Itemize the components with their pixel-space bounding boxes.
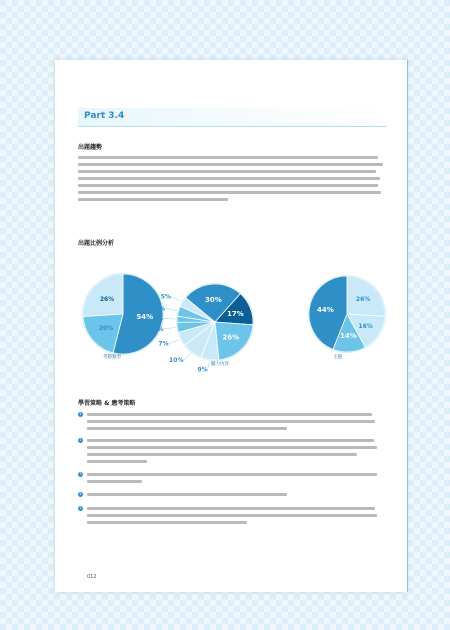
text-line (87, 460, 147, 463)
text-line (87, 521, 247, 524)
text-line (87, 480, 142, 483)
slice-value-label: 5% (153, 325, 164, 333)
slice-value-label: 54% (136, 312, 154, 321)
callout-line (184, 354, 191, 360)
strategy-section-title: 學習策略 & 應考策略 (78, 400, 136, 407)
text-line (87, 439, 374, 442)
slice-value-label: 10% (169, 357, 184, 365)
pie-chart-topics (309, 276, 386, 353)
part-label: Part 3.4 (84, 111, 125, 121)
slice-value-label: 14% (340, 332, 357, 340)
chart-section-title: 出題比例分析 (78, 240, 115, 247)
list-number-badge: 4 (79, 492, 82, 496)
caption-question-types: 考題類型 (103, 355, 121, 360)
slice-value-label: 26% (355, 295, 371, 303)
callout-line (171, 297, 181, 301)
slice-value-label: 26% (222, 333, 240, 342)
slice-value-label: 5% (160, 293, 171, 301)
callout-line (163, 319, 175, 320)
slice-value-label: 9% (197, 366, 208, 374)
text-line (87, 473, 377, 476)
topic-section-title: 出題趨勢 (78, 144, 103, 151)
slice-value-label: 3% (152, 315, 164, 323)
callout-line (164, 328, 176, 329)
text-line (87, 507, 375, 510)
caption-topics: 主題 (333, 355, 342, 360)
list-number-badge: 3 (79, 472, 82, 476)
callout-line (165, 308, 177, 310)
text-line (87, 453, 357, 456)
slice-value-label: 17% (227, 309, 244, 318)
slice-value-label: 30% (205, 296, 222, 304)
list-number-badge: 2 (79, 438, 82, 442)
text-line (87, 413, 372, 416)
page-number: 012 (87, 574, 97, 580)
callout-line (208, 362, 210, 370)
pie-chart-listening-content (153, 284, 254, 374)
list-number-badge: 1 (79, 412, 82, 416)
document-page (55, 60, 407, 592)
slice-value-label: 16% (358, 322, 373, 330)
slice-value-label: 26% (99, 295, 115, 303)
slice-value-label: 7% (158, 340, 169, 348)
pie-charts (55, 60, 407, 380)
list-number-badge: 5 (79, 506, 82, 510)
slice-value-label: 44% (317, 305, 334, 314)
text-line (87, 420, 375, 423)
text-line (87, 427, 287, 430)
caption-listening-content: 聽力內容 (211, 362, 229, 367)
slice-value-label: 20% (98, 325, 114, 332)
callout-line (169, 340, 180, 344)
text-line (87, 446, 377, 449)
text-line (87, 493, 287, 496)
slice-value-label: 5% (154, 305, 166, 313)
pie-chart-question-types (83, 274, 164, 355)
text-line (87, 514, 377, 517)
